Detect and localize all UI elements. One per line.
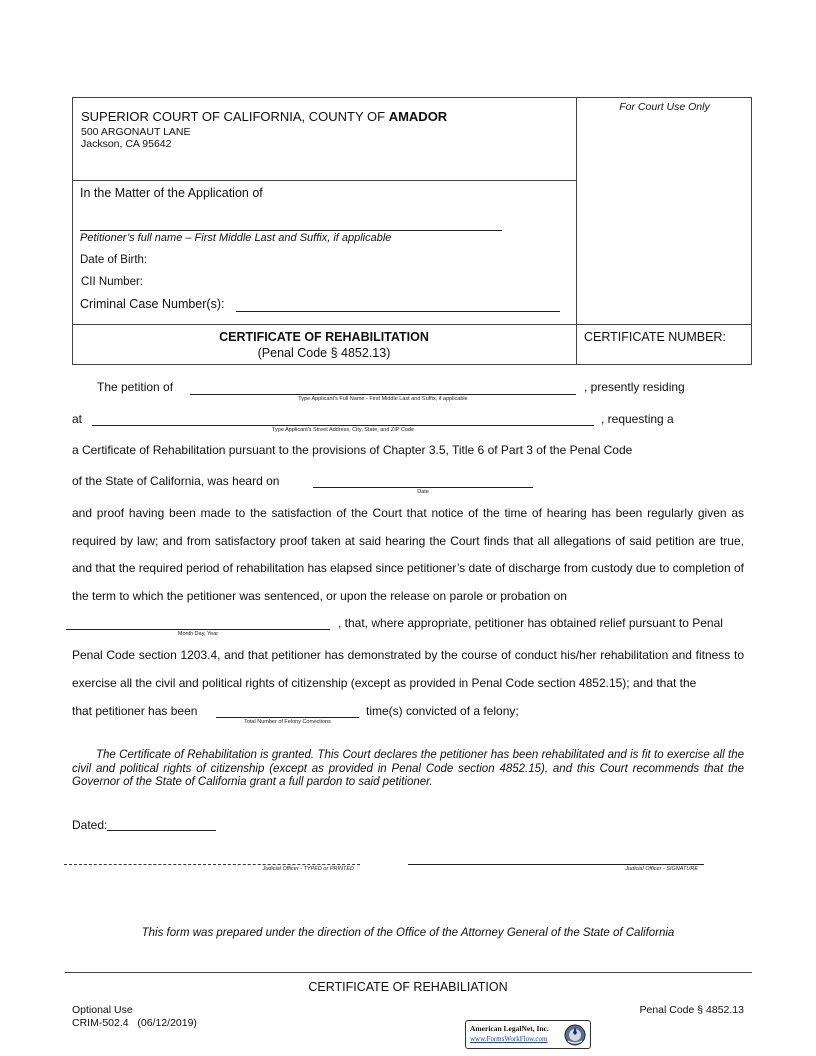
release-date-line[interactable] — [66, 629, 330, 630]
dated-line[interactable] — [107, 830, 216, 831]
petitioner-caption: Petitioner’s full name – First Middle Last and Suffix, if applicable — [80, 232, 392, 244]
petitioner-name-line[interactable] — [80, 230, 502, 231]
court-prefix: SUPERIOR COURT OF CALIFORNIA, COUNTY OF — [81, 109, 389, 124]
judicial-typed-caption: Judicial Officer - TYPED or PRINTED — [262, 866, 354, 872]
caption-divider-1 — [72, 180, 577, 181]
convictions-caption: Total Number of Felony Convictions — [244, 719, 331, 725]
county-name: AMADOR — [388, 109, 448, 124]
form-date: (06/12/2019) — [137, 1017, 197, 1029]
certificate-subtitle: (Penal Code § 4852.13) — [257, 346, 391, 360]
case-number-label: Criminal Case Number(s): — [80, 297, 225, 311]
body-line-3: a Certificate of Rehabilitation pursuant to the provisions of Chapter 3.5, Title 6 of Part 3 of the Penal Code — [72, 443, 633, 457]
cii-label: CII Number: — [81, 276, 143, 288]
penal-code-ref: Penal Code § 4852.13 — [639, 1004, 744, 1016]
form-id — [72, 1017, 197, 1029]
release-date-caption: Month Day, Year — [177, 631, 219, 637]
presently-residing-label: , presently residing — [584, 380, 685, 394]
applicant-address-caption: Type Applicant's Street Address, City, State, and ZIP Code — [271, 427, 415, 433]
judicial-signature-caption: Judicial Officer - SIGNATURE — [625, 866, 698, 872]
body-line-6: required by law; and from satisfactory proof taken at said hearing the Court finds that all allegations of said petition are true, — [72, 534, 744, 548]
body-line-10: Penal Code section 1203.4, and that petitioner has demonstrated by the course of conduct his/her rehabilitation and fitness to — [72, 648, 744, 662]
judicial-signature-line[interactable] — [408, 864, 704, 865]
form-id-code: CRIM-502.4 — [72, 1017, 129, 1029]
body-line-5: and proof having been made to the satisfaction of the Court that notice of the time of hearing has been regularly given as — [72, 506, 744, 520]
footer-title: CERTIFICATE OF REHABILIATION — [308, 980, 508, 994]
granted-paragraph: The Certificate of Rehabilitation is granted. This Court declares the petitioner has been rehabilitated and is fit to exercise all the civil and political rights of citizenship (except as provided in Penal Code section 4852.15), and this Court recommends that the Governor of the State of California grant a full pardon to said petitioner. — [72, 749, 744, 788]
petition-of-label: The petition of — [97, 380, 174, 394]
dated-label: Dated: — [72, 818, 108, 832]
case-number-line[interactable] — [236, 311, 560, 312]
logo-url[interactable]: www.FormsWorkFlow.com — [470, 1035, 548, 1043]
prepared-note: This form was prepared under the direction of the Office of the Attorney General of the State of California — [141, 927, 675, 939]
body-line-8: the term to which the petitioner was sentenced, or upon the release on parole or probation on — [72, 589, 567, 603]
court-address-2: Jackson, CA 95642 — [81, 138, 172, 150]
certificate-number-label: CERTIFICATE NUMBER: — [584, 330, 726, 344]
optional-use-label: Optional Use — [72, 1004, 133, 1016]
court-name — [81, 109, 447, 124]
judicial-typed-line[interactable] — [64, 864, 360, 865]
body-line-4: of the State of California, was heard on — [72, 474, 280, 488]
at-label: at — [72, 412, 83, 426]
american-legalnet-logo[interactable] — [465, 1020, 591, 1049]
hearing-date-caption: Date — [417, 489, 429, 495]
applicant-name-caption: Type Applicant's Full Name - First Middle Last and Suffix, if applicable — [298, 396, 468, 402]
court-use-label: For Court Use Only — [619, 101, 710, 113]
body-line-9: , that, where appropriate, petitioner has obtained relief pursuant to Penal — [338, 616, 723, 630]
hearing-date-line[interactable] — [313, 487, 533, 488]
globe-icon — [563, 1023, 587, 1047]
applicant-address-line[interactable] — [92, 425, 594, 426]
body-line-11: exercise all the civil and political rights of citizenship (except as provided in Penal Code section 4852.15); and that the — [72, 676, 697, 690]
court-address-1: 500 ARGONAUT LANE — [81, 126, 191, 138]
dob-label: Date of Birth: — [80, 254, 148, 266]
logo-company-name: American LegalNet, Inc. — [470, 1024, 549, 1033]
caption-divider-2 — [72, 324, 752, 325]
applicant-name-line[interactable] — [190, 394, 576, 395]
body-line-7: and that the required period of rehabilitation has elapsed since petitioner’s date of discharge from custody due to completion of — [72, 561, 744, 575]
body-line-12a: that petitioner has been — [72, 704, 198, 718]
footer-rule — [65, 972, 752, 973]
certificate-title: CERTIFICATE OF REHABILITATION — [219, 330, 429, 344]
convictions-line[interactable] — [216, 717, 359, 718]
requesting-label: , requesting a — [601, 412, 674, 426]
matter-title: In the Matter of the Application of — [80, 186, 263, 200]
body-line-12b: time(s) convicted of a felony; — [366, 704, 519, 718]
